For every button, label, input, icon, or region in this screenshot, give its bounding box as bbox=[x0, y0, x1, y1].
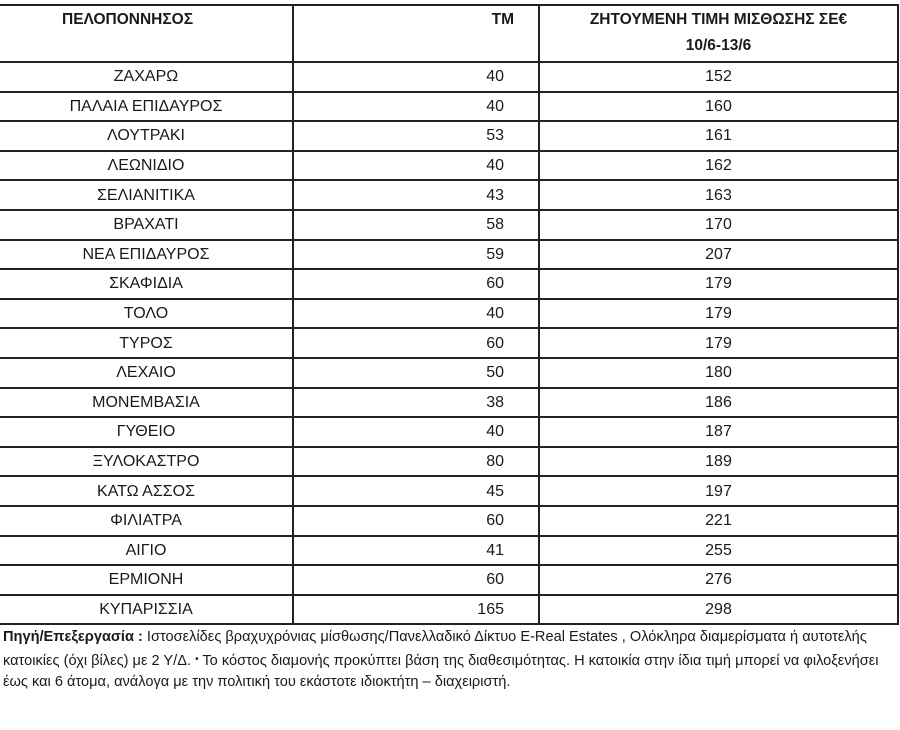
table-row bbox=[0, 565, 898, 595]
location-cell: ΛΕΩΝΙΔΙΟ bbox=[0, 151, 293, 181]
table-row bbox=[0, 536, 898, 566]
location-cell: ΛΟΥΤΡΑΚΙ bbox=[0, 121, 293, 151]
table-row bbox=[0, 417, 898, 447]
price-cell: 179 bbox=[539, 299, 898, 329]
price-cell: 255 bbox=[539, 536, 898, 566]
price-cell: 152 bbox=[539, 62, 898, 92]
sqm-cell: 60 bbox=[293, 269, 539, 299]
sqm-cell: 40 bbox=[293, 92, 539, 122]
table-row bbox=[0, 476, 898, 506]
sqm-cell: 58 bbox=[293, 210, 539, 240]
location-cell: ΦΙΛΙΑΤΡΑ bbox=[0, 506, 293, 536]
source-note bbox=[3, 627, 893, 694]
sqm-cell: 40 bbox=[293, 299, 539, 329]
table-row bbox=[0, 388, 898, 418]
sqm-cell: 165 bbox=[293, 595, 539, 625]
sqm-cell: 59 bbox=[293, 240, 539, 270]
source-text-part1: Ιστοσελίδες βραχυχρόνιας μίσθωσης/Πανελλαδικό Δίκτυο E-Real Estates , Ολόκληρα διαμερίσματα ή αυτοτελής κατοικίες (όχι βίλες) με 2 Υ/Δ. bbox=[3, 629, 867, 669]
location-cell: ΖΑΧΑΡΩ bbox=[0, 62, 293, 92]
table-row bbox=[0, 151, 898, 181]
price-cell: 170 bbox=[539, 210, 898, 240]
sqm-cell: 41 bbox=[293, 536, 539, 566]
table-row bbox=[0, 121, 898, 151]
location-cell: ΚΑΤΩ ΑΣΣΟΣ bbox=[0, 476, 293, 506]
header-region: ΠΕΛΟΠΟΝΝΗΣΟΣ bbox=[0, 5, 293, 62]
price-cell: 276 bbox=[539, 565, 898, 595]
location-cell: ΒΡΑΧΑΤΙ bbox=[0, 210, 293, 240]
source-text-part2: Το κόστος διαμονής προκύπτει βάση της διαθεσιμότητας. Η κατοικία στην ίδια τιμή μπορεί να φιλοξενήσει έως και 6 άτομα, ανάλογα με την πολιτική του εκάστοτε ιδιοκτήτη – διαχειριστή. bbox=[3, 652, 879, 690]
price-cell: 160 bbox=[539, 92, 898, 122]
price-cell: 186 bbox=[539, 388, 898, 418]
sqm-cell: 40 bbox=[293, 151, 539, 181]
price-cell: 179 bbox=[539, 269, 898, 299]
table-row bbox=[0, 299, 898, 329]
table-row bbox=[0, 358, 898, 388]
location-cell: ΠΑΛΑΙΑ ΕΠΙΔΑΥΡΟΣ bbox=[0, 92, 293, 122]
sqm-cell: 40 bbox=[293, 417, 539, 447]
location-cell: ΕΡΜΙΟΝΗ bbox=[0, 565, 293, 595]
table-body bbox=[0, 62, 898, 624]
price-cell: 179 bbox=[539, 328, 898, 358]
location-cell: ΣΕΛΙΑΝΙΤΙΚΑ bbox=[0, 180, 293, 210]
table-row bbox=[0, 210, 898, 240]
price-cell: 207 bbox=[539, 240, 898, 270]
table-header-row bbox=[0, 5, 898, 62]
sqm-cell: 53 bbox=[293, 121, 539, 151]
price-cell: 161 bbox=[539, 121, 898, 151]
table-row bbox=[0, 328, 898, 358]
price-cell: 187 bbox=[539, 417, 898, 447]
sqm-cell: 60 bbox=[293, 565, 539, 595]
rental-price-table bbox=[0, 4, 899, 625]
price-cell: 197 bbox=[539, 476, 898, 506]
sqm-cell: 43 bbox=[293, 180, 539, 210]
location-cell: ΓΥΘΕΙΟ bbox=[0, 417, 293, 447]
source-label: Πηγή/Επεξεργασία : bbox=[3, 629, 143, 645]
location-cell: ΛΕΧΑΙΟ bbox=[0, 358, 293, 388]
rental-price-table-container bbox=[0, 4, 898, 625]
sqm-cell: 50 bbox=[293, 358, 539, 388]
sqm-cell: 40 bbox=[293, 62, 539, 92]
header-price-line2: 10/6-13/6 bbox=[685, 37, 752, 54]
table-row bbox=[0, 180, 898, 210]
sqm-cell: 80 bbox=[293, 447, 539, 477]
price-cell: 162 bbox=[539, 151, 898, 181]
table-row bbox=[0, 506, 898, 536]
price-cell: 221 bbox=[539, 506, 898, 536]
price-cell: 180 bbox=[539, 358, 898, 388]
location-cell: ΜΟΝΕΜΒΑΣΙΑ bbox=[0, 388, 293, 418]
bullet-icon: • bbox=[195, 653, 199, 665]
table-row bbox=[0, 447, 898, 477]
location-cell: ΚΥΠΑΡΙΣΣΙΑ bbox=[0, 595, 293, 625]
price-cell: 298 bbox=[539, 595, 898, 625]
table-row bbox=[0, 240, 898, 270]
sqm-cell: 38 bbox=[293, 388, 539, 418]
sqm-cell: 45 bbox=[293, 476, 539, 506]
location-cell: ΑΙΓΙΟ bbox=[0, 536, 293, 566]
table-row bbox=[0, 595, 898, 625]
table-row bbox=[0, 62, 898, 92]
sqm-cell: 60 bbox=[293, 506, 539, 536]
header-area: ΤΜ bbox=[293, 5, 539, 62]
header-price bbox=[539, 5, 898, 62]
table-row bbox=[0, 269, 898, 299]
location-cell: ΤΥΡΟΣ bbox=[0, 328, 293, 358]
location-cell: ΤΟΛΟ bbox=[0, 299, 293, 329]
price-cell: 163 bbox=[539, 180, 898, 210]
header-price-line1: ΖΗΤΟΥΜΕΝΗ ΤΙΜΗ ΜΙΣΘΩΣΗΣ ΣΕ€ bbox=[589, 11, 848, 28]
price-cell: 189 bbox=[539, 447, 898, 477]
location-cell: ΣΚΑΦΙΔΙΑ bbox=[0, 269, 293, 299]
sqm-cell: 60 bbox=[293, 328, 539, 358]
location-cell: ΝΕΑ ΕΠΙΔΑΥΡΟΣ bbox=[0, 240, 293, 270]
location-cell: ΞΥΛΟΚΑΣΤΡΟ bbox=[0, 447, 293, 477]
table-row bbox=[0, 92, 898, 122]
